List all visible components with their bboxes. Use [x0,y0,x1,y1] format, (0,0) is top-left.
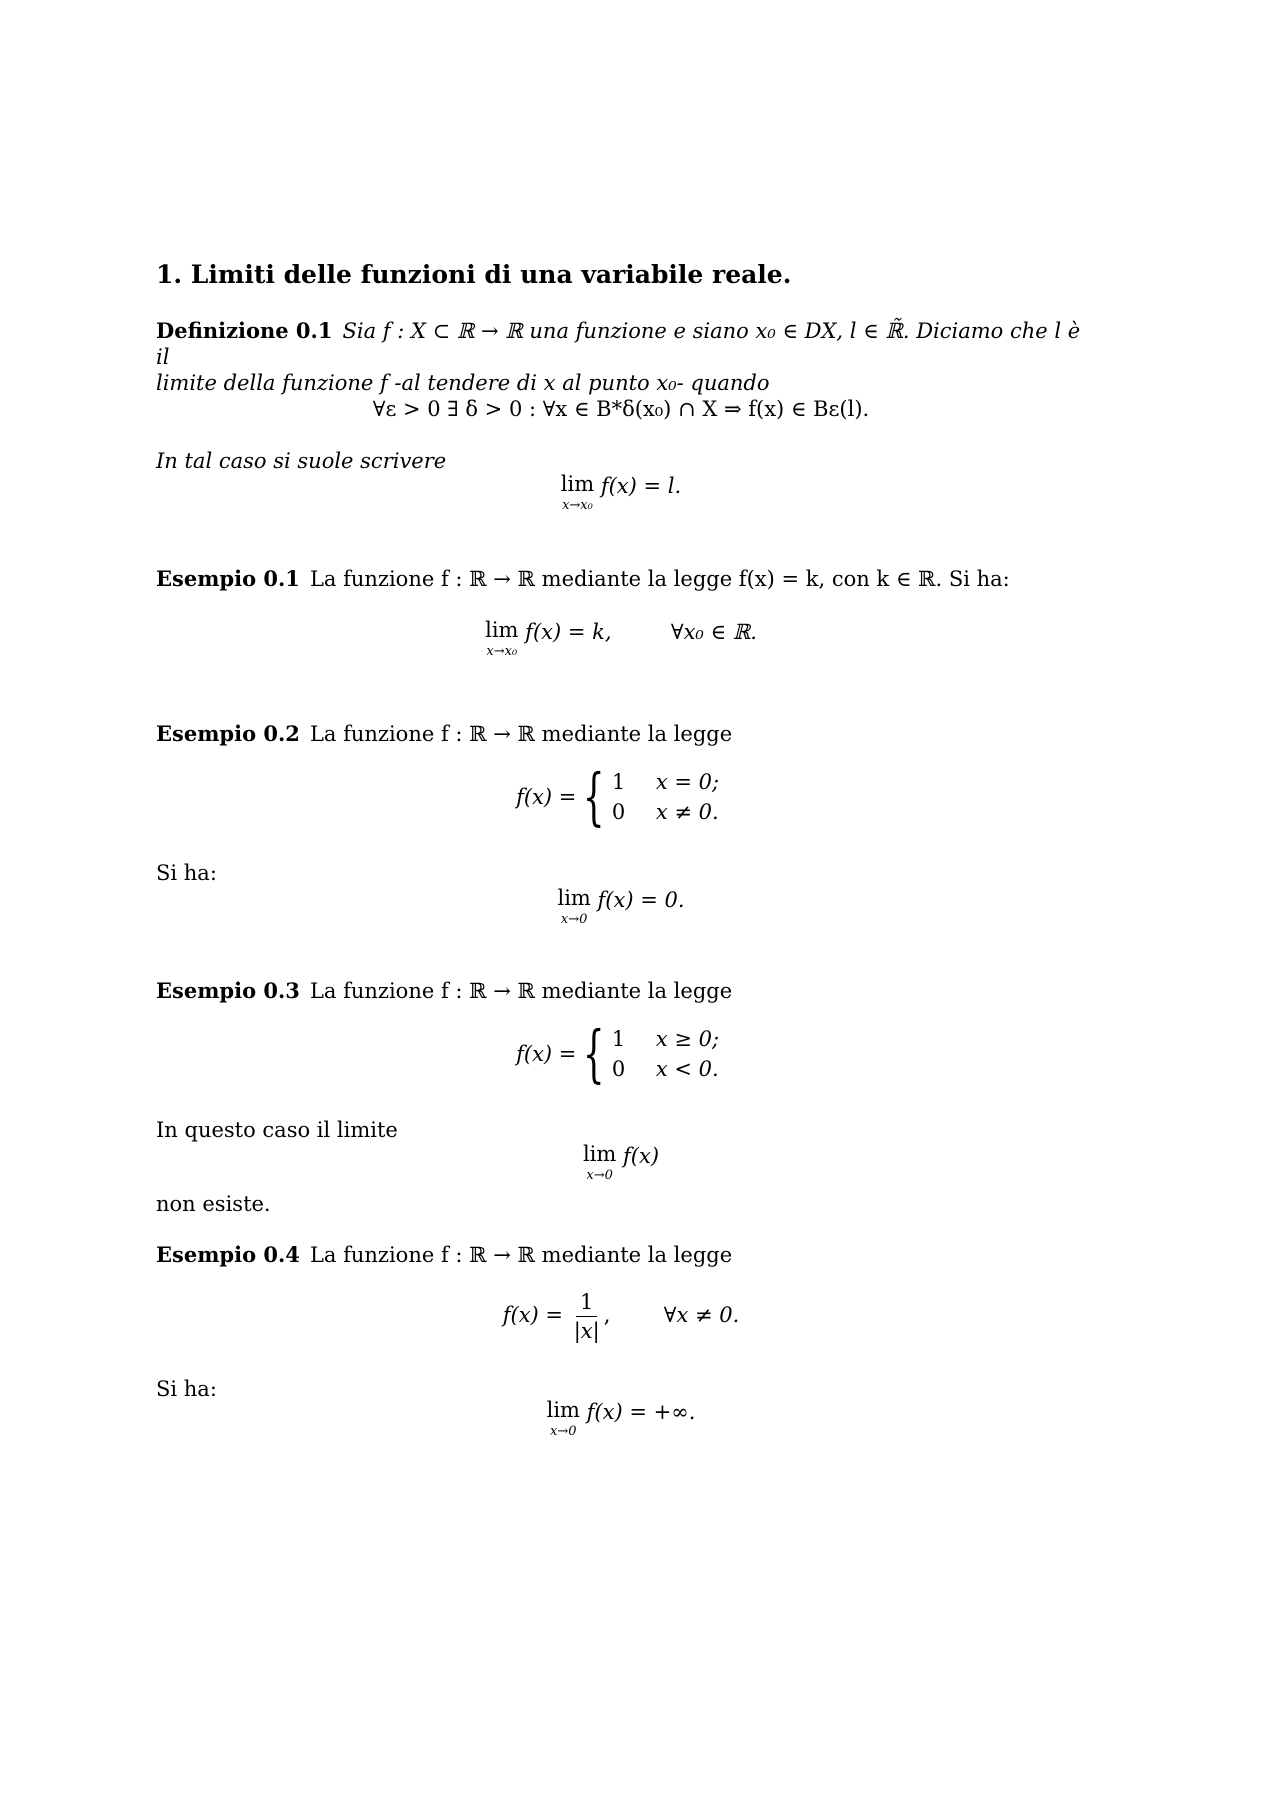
definition-paragraph [156,318,1086,396]
example3-paragraph [156,978,1086,1004]
example4-limit [156,1400,1086,1438]
example4-after-text: Si ha: [156,1377,217,1401]
example3-after-text: In questo caso il limite [156,1118,398,1142]
section-title: 1. Limiti delle funzioni di una variabile reale. [156,260,792,289]
definition-label: Definizione 0.1 [156,318,333,343]
definition-limit [156,474,1086,512]
function-label: f(x) = [516,1042,577,1066]
example1-label: Esempio 0.1 [156,566,300,591]
limit-expression: f(x) [623,1144,660,1168]
comma: , [603,1303,611,1327]
example4-formula [156,1290,1086,1343]
limit-subscript: x→x₀ [562,498,593,513]
case1-condition: x ≥ 0; [655,1027,720,1051]
limit-operator: lim x→x₀ [560,472,595,513]
case2-value: 0 [611,1057,626,1081]
example4-label: Esempio 0.4 [156,1242,300,1267]
limit-subscript: x→0 [586,1168,613,1183]
limit-operator: lim x→x₀ [485,618,519,659]
example3-text: La funzione f : ℝ → ℝ mediante la legge [309,979,733,1003]
example3-cases [156,1017,1086,1090]
example2-cases [156,760,1086,833]
example1-text: La funzione f : ℝ → ℝ mediante la legge f(x) = k, con k ∈ ℝ. Si ha: [309,567,1010,591]
case1-value: 1 [611,1027,626,1051]
fraction [570,1290,604,1343]
example1-quantifier: ∀x₀ ∈ ℝ. [670,620,757,644]
definition-text-line1: Sia f : X ⊂ ℝ → ℝ una funzione e siano x₀ ∈ DX, l ∈ ℝ̃. Diciamo che l è il [156,319,1081,369]
fraction-denominator: |x| [573,1319,600,1343]
example3-limit [156,1144,1086,1182]
example2-paragraph [156,721,1086,747]
limit-expression: f(x) = +∞. [586,1400,696,1424]
definition-after-text: In tal caso si suole scrivere [156,449,447,473]
definition-formula: ∀ε > 0 ∃ δ > 0 : ∀x ∈ B*δ(x₀) ∩ X ⇒ f(x) ∈ Bε(l). [372,397,870,421]
definition-text-line2: limite della funzione f -al tendere di x al punto x₀- quando [156,371,770,395]
case1-value: 1 [611,770,626,794]
example2-after-text: Si ha: [156,861,217,885]
limit-expression: f(x) = 0. [597,888,685,912]
example1-paragraph [156,566,1086,592]
fraction-numerator: 1 [576,1290,597,1317]
example1-limit [156,620,1086,658]
example4-paragraph [156,1242,1086,1268]
case2-value: 0 [611,800,626,824]
example4-text: La funzione f : ℝ → ℝ mediante la legge [309,1243,733,1267]
limit-operator: lim x→0 [557,886,591,927]
limit-subscript: x→0 [550,1424,577,1439]
example2-limit [156,888,1086,926]
example2-text: La funzione f : ℝ → ℝ mediante la legge [309,722,733,746]
limit-expression: f(x) = k, [525,620,612,644]
limit-subscript: x→x₀ [486,644,518,659]
case2-condition: x < 0. [655,1057,719,1081]
case1-condition: x = 0; [655,770,720,794]
limit-expression: f(x) = l. [600,474,682,498]
example3-closing-text: non esiste. [156,1192,271,1216]
case2-condition: x ≠ 0. [655,800,719,824]
function-label: f(x) = [516,785,577,809]
example4-quantifier: ∀x ≠ 0. [663,1303,740,1327]
left-brace: { [583,760,605,833]
example2-label: Esempio 0.2 [156,721,300,746]
left-brace: { [583,1017,605,1090]
limit-subscript: x→0 [560,912,588,927]
limit-operator: lim x→0 [582,1142,617,1183]
function-label: f(x) = [502,1303,564,1327]
example3-label: Esempio 0.3 [156,978,300,1003]
limit-operator: lim x→0 [546,1398,580,1439]
